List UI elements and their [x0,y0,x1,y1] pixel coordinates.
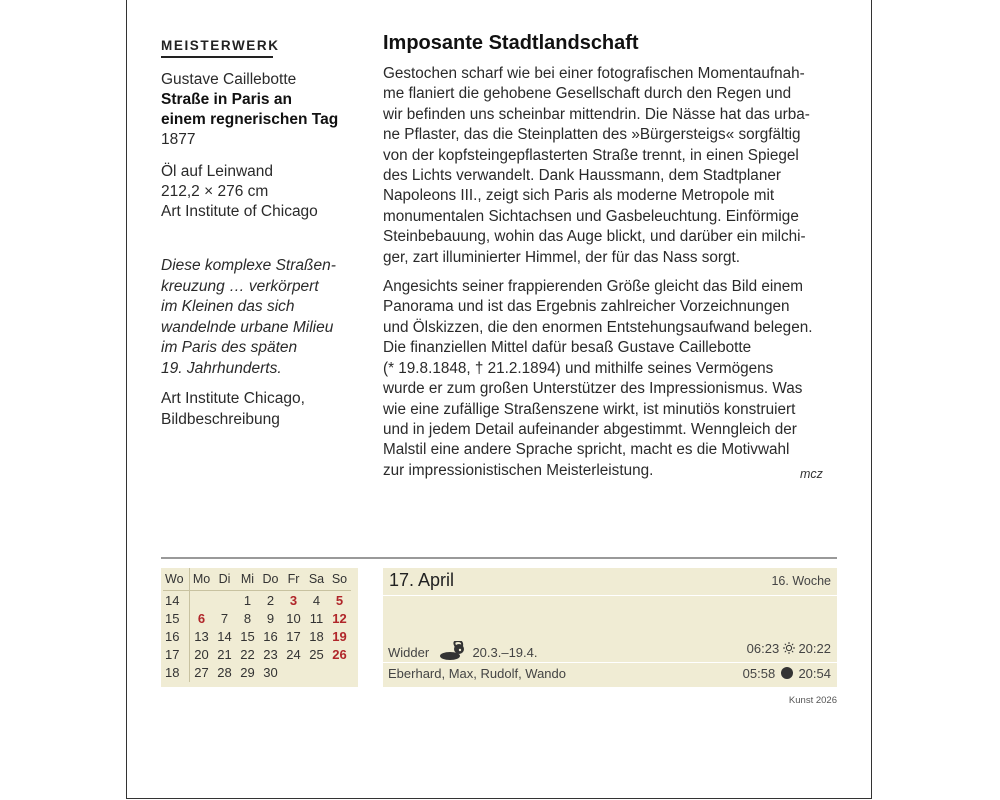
calendar-day: 7 [220,610,229,626]
calendar-day-sunday: 19 [332,628,347,644]
sun-icon [783,642,795,654]
calendar-day: 18 [309,628,324,644]
calendar-day: 8 [243,610,252,626]
calendar-day: 23 [263,647,278,663]
artist-name: Gustave Caillebotte [161,71,297,88]
calendar-day: 22 [240,647,255,663]
calendar-header: Mo [192,572,211,586]
text-line: Panorama und ist das Ergebnis zahlreicher Vorzeichnungen [383,298,790,316]
calendar-header: So [331,572,348,586]
calendar-week-row [163,591,351,610]
zodiac-name: Widder [388,645,430,660]
calendar-day [328,664,351,682]
artwork-collection: Art Institute of Chicago [161,203,318,220]
artwork-dimensions: 212,2 × 276 cm [161,183,269,200]
quote-source-line: Bildbeschreibung [161,410,280,428]
artwork-title-line2: einem regnerischen Tag [161,111,339,128]
article-body [383,64,843,481]
day-header [383,568,837,596]
month-calendar [161,568,358,687]
calendar-day [305,664,328,682]
zodiac-sun-row [383,638,837,660]
week-number: 16 [163,627,190,645]
calendar-week-row [163,646,351,664]
divider-rule [161,557,837,559]
calendar-day: 24 [286,647,301,663]
calendar-day: 30 [263,665,278,681]
text-line: (* 19.8.1848, † 21.2.1894) und mithilfe seines Vermögens [383,359,774,377]
calendar-day-sunday: 26 [332,647,347,663]
text-line: wir befinden uns scheinbar mittendrin. Die Nässe hat das urba- [383,105,810,123]
calendar-day: 27 [194,665,209,681]
text-line: und in jedem Detail aufeinander abgestimmt. Wenngleich der [383,420,797,438]
ram-icon [437,641,467,661]
moonset-time: 20:54 [798,666,831,681]
article [383,32,843,490]
calendar-header: Do [262,572,279,586]
moonrise-time: 05:58 [742,666,776,681]
quote-line: kreuzung … verkörpert [161,277,319,295]
calendar-week-row [163,627,351,645]
sunrise-time: 06:23 [746,641,780,656]
calendar-day: 9 [266,610,275,626]
moon-icon [781,667,793,679]
names-moon-row [383,662,837,685]
quote-source-line: Art Institute Chicago, [161,390,305,407]
calendar-header: Fr [287,572,300,586]
text-line: Angesichts seiner frappierenden Größe gleicht das Bild einem [383,278,804,296]
calendar-day: 13 [194,628,209,644]
quote-line: im Paris des späten [161,339,298,356]
day-date: 17. April [389,570,455,590]
calendar-day: 2 [266,592,275,608]
calendar-header: Di [218,572,231,586]
quote-line: wandelnde urbane Milieu [161,318,334,336]
artwork-year: 1877 [161,131,196,148]
calendar-day: 11 [309,610,324,626]
artwork-medium: Öl auf Leinwand [161,163,274,180]
calendar-day [282,664,305,682]
text-line: Napoleons III., zeigt sich Paris als moderne Metropole mit [383,187,775,205]
calendar-week-row [163,664,351,682]
calendar-week-row [163,609,351,627]
week-number: 17 [163,646,190,664]
text-line: wurde er zum großen Unterstützer des Impressionismus. Was [383,380,803,398]
quote-line: Diese komplexe Straßen- [161,257,336,274]
name-days: Eberhard, Max, Rudolf, Wando [388,666,566,681]
calendar-day [190,591,214,610]
calendar-day: 1 [243,592,252,608]
article-author: mcz [800,467,823,481]
text-line: Gestochen scharf wie bei einer fotografischen Momentaufnah- [383,65,805,82]
text-line: me flaniert die gehobene Gesellschaft durch den Regen und [383,85,792,103]
calendar-day-sunday: 12 [332,610,347,626]
quote-line: im Kleinen das sich [161,298,295,315]
text-line: des Lichts verwandelt. Dank Haussmann, dem Stadtplaner [383,167,781,185]
calendar-day: 21 [217,647,232,663]
calendar-day: 4 [312,592,321,608]
calendar-day: 14 [217,628,232,644]
text-line: monumentalen Sichtachsen und Gasbeleuchtung. Einförmige [383,207,799,225]
week-number: 14 [163,591,190,610]
calendar-day: 29 [240,665,255,681]
calendar-day-sunday: 5 [335,592,344,608]
calendar-day: 10 [286,610,301,626]
calendar-header: Mi [240,572,255,586]
article-paragraph-1 [383,64,843,268]
calendar-header: Sa [308,572,325,586]
text-line: ger, zart illuminierter Himmel, der für das Nass sorgt. [383,248,741,266]
calendar-day: 20 [194,647,209,663]
week-label: 16. Woche [771,574,831,588]
section-label: MEISTERWERK [161,38,280,53]
section-label-rule [161,56,273,58]
text-line: von der kopfsteingepflasterten Straße trennt, in einen Spiegel [383,146,799,164]
week-number: 15 [163,609,190,627]
calendar-day: 15 [240,628,255,644]
artwork-title-line1: Straße in Paris an [161,91,292,108]
calendar-header: Wo [163,568,190,591]
article-headline: Imposante Stadtlandschaft [383,32,639,54]
zodiac-range: 20.3.–19.4. [472,645,538,660]
calendar-day: 16 [263,628,278,644]
article-paragraph-2 [383,277,843,481]
week-number: 18 [163,664,190,682]
quote [161,256,361,379]
sunset-time: 20:22 [798,641,831,656]
artwork-info [161,38,361,222]
text-line: Die finanziellen Mittel dafür besaß Gustave Caillebotte [383,339,752,357]
calendar-day: 25 [309,647,324,663]
calendar-day-holiday: 6 [197,610,206,626]
footer-label: Kunst 2026 [788,695,837,706]
text-line: Steinbebauung, wohin das Auge blickt, und darüber ein milchi- [383,228,806,246]
quote-line: 19. Jahrhunderts. [161,359,282,377]
calendar-day: 28 [217,665,232,681]
calendar-day [213,591,236,610]
text-line: Malstil eine andere Sprache spricht, macht es die Motivwahl [383,441,790,459]
calendar-day-holiday: 3 [289,592,298,608]
text-line: und Ölskizzen, die den enormen Entstehungsaufwand belegen. [383,318,813,336]
text-line: ne Pflaster, das die Steinplatten des »Bürgersteigs« sorgfältig [383,126,801,144]
text-line: zur impressionistischen Meisterleistung. [383,461,654,479]
day-panel [383,568,837,687]
text-line: wie eine zufällige Straßenszene wirkt, ist minutiös konstruiert [383,400,796,418]
calendar-header-row [163,568,351,591]
calendar-day: 17 [286,628,301,644]
quote-source [161,389,361,430]
